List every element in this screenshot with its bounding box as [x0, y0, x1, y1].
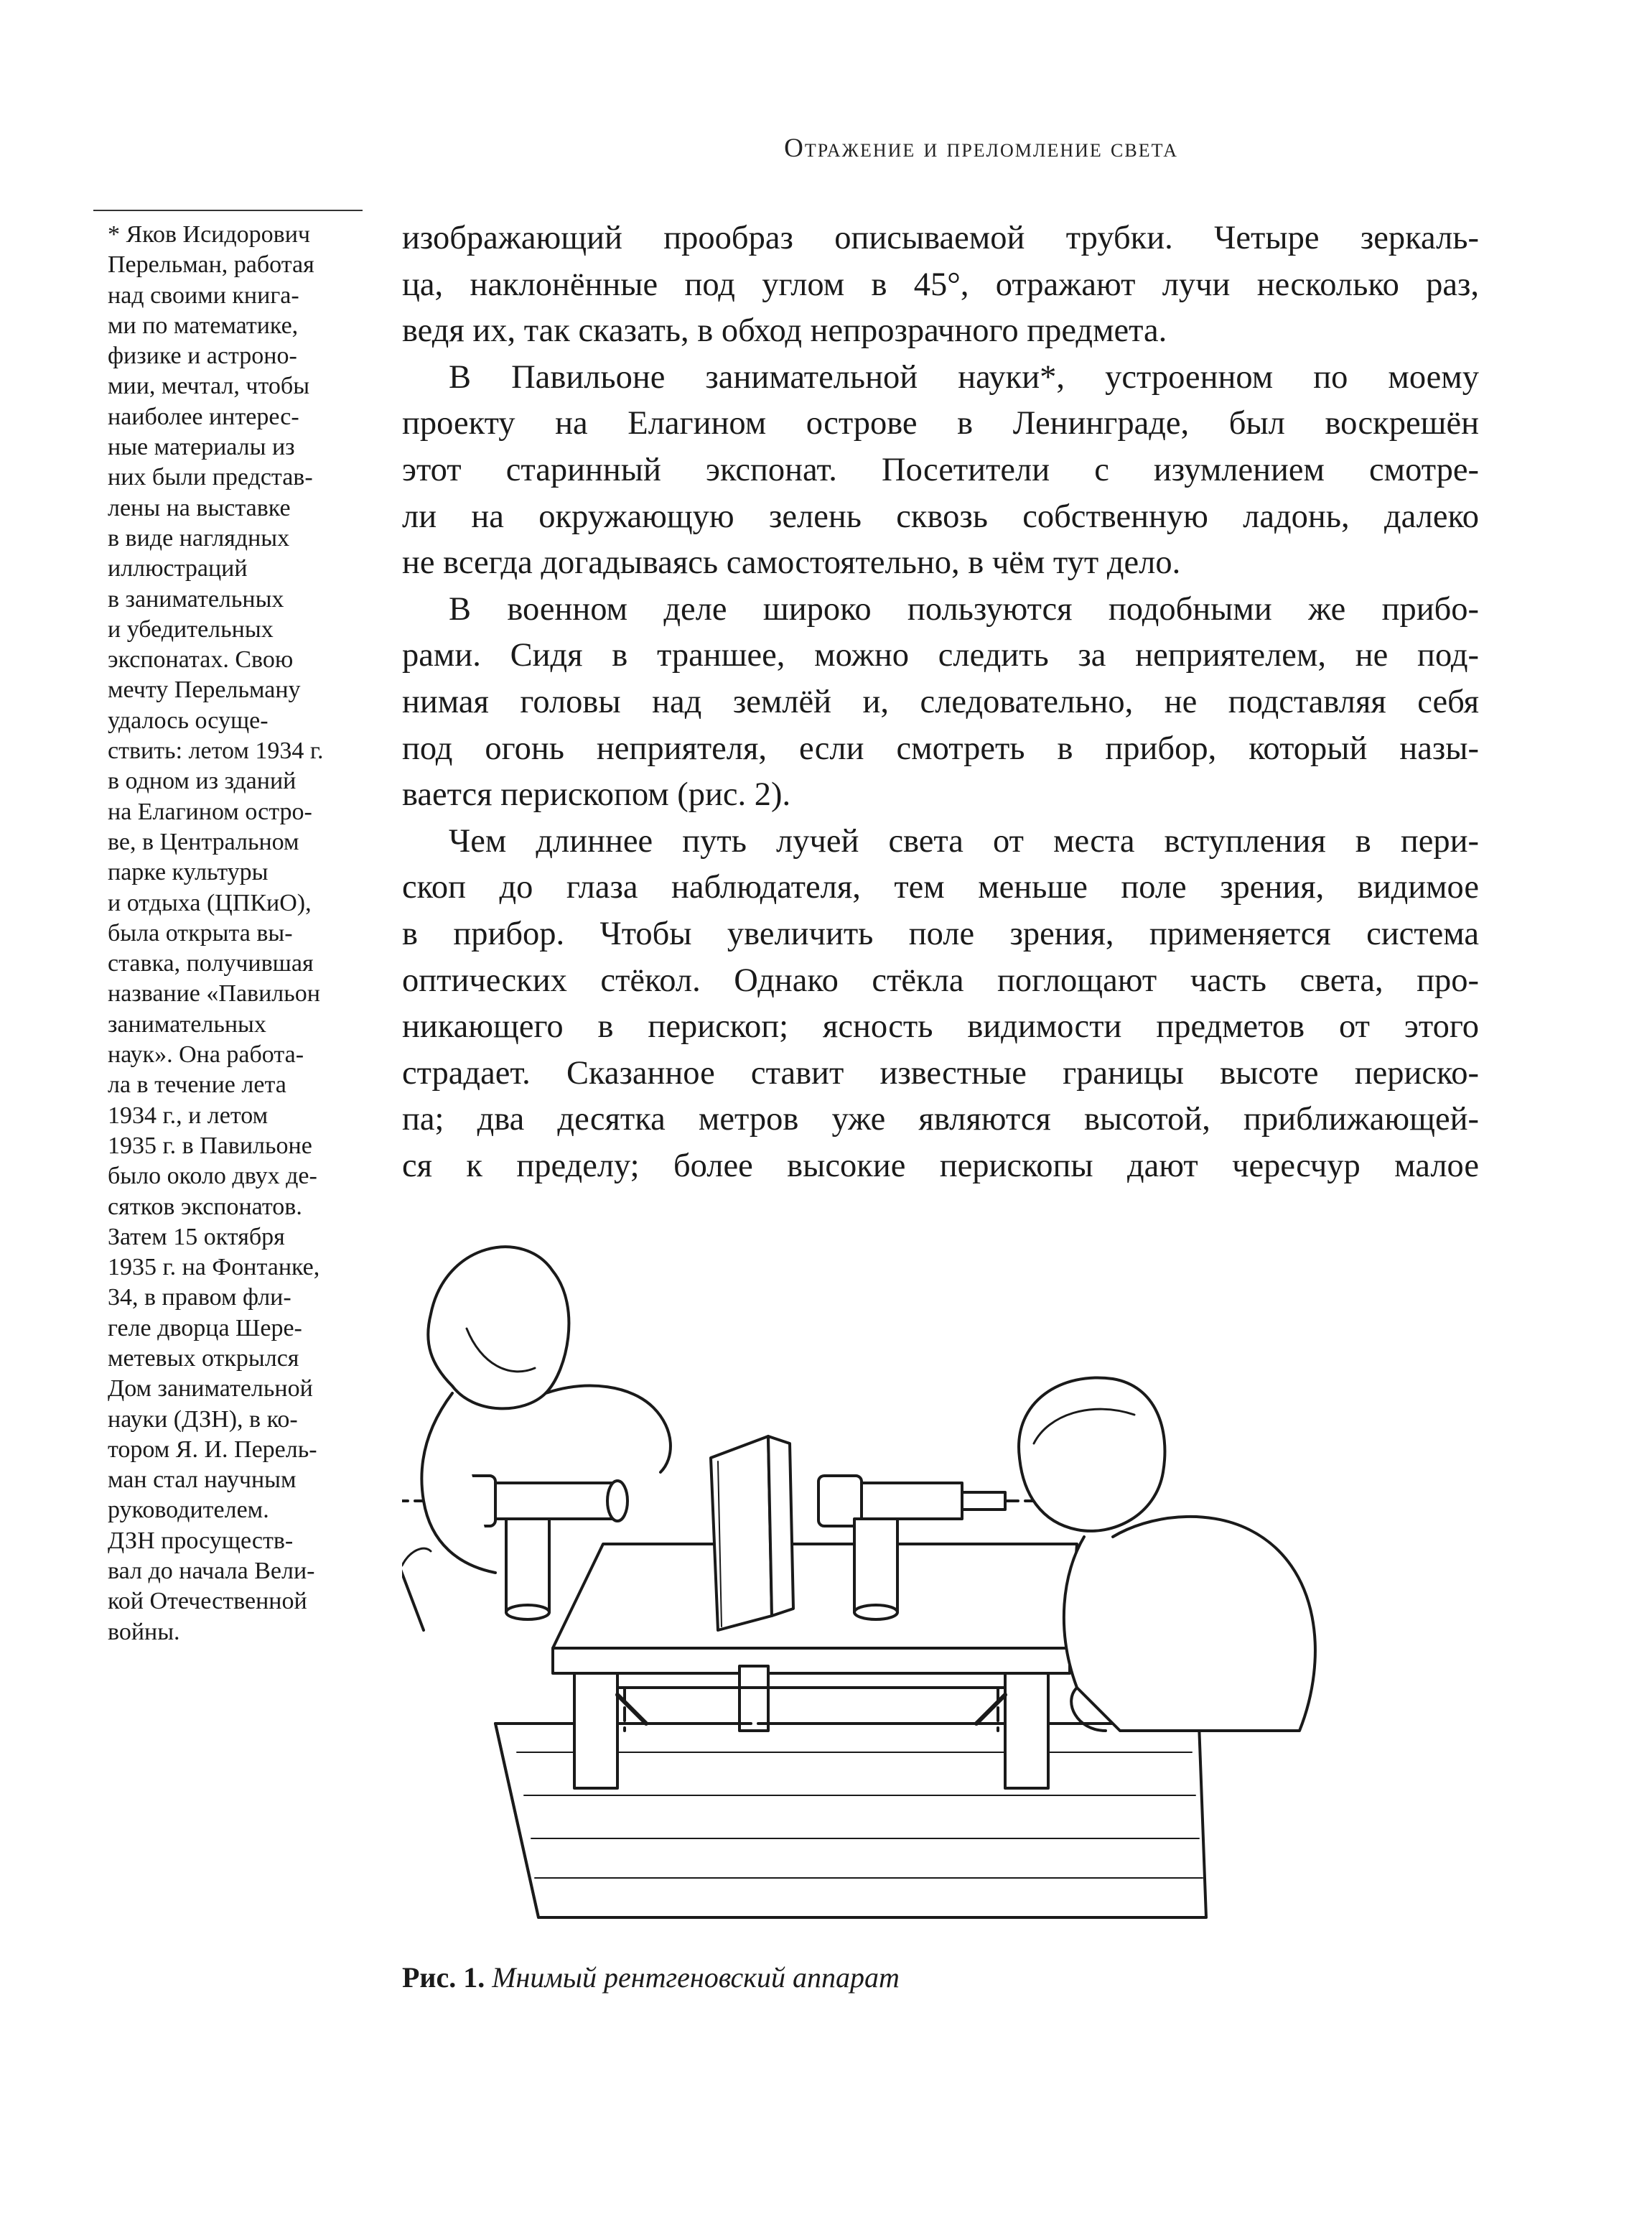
- sidenote-line: тором Я. И. Перель-: [108, 1436, 317, 1463]
- sidenote-line: физике и астроно-: [108, 343, 297, 370]
- periscope-illustration: [402, 1228, 1443, 1932]
- sidenote-line: иллюстраций: [108, 555, 248, 582]
- sidenote-line: название «Павильон: [108, 980, 320, 1008]
- sidenote-line: было около двух де-: [108, 1163, 317, 1190]
- main-text: [402, 215, 1479, 1189]
- text-line: ли на окружающую зелень сквозь собственную ладонь, далеко: [402, 498, 1479, 535]
- sidenote-line: них были представ-: [108, 464, 313, 491]
- sidenote-line: метевых открылся: [108, 1344, 299, 1372]
- flower-icon: [402, 1510, 431, 1630]
- text-line: рами. Сидя в траншее, можно следить за неприятелем, не под-: [402, 637, 1479, 674]
- sidenote-line: геле дворца Шере-: [108, 1314, 302, 1341]
- text-line: ведя их, так сказать, в обход непрозрачного предмета.: [402, 312, 1167, 350]
- sidenote-rule: [93, 210, 363, 211]
- sidenote-line: экспонатах. Свою: [108, 646, 294, 674]
- text-line: под огонь неприятеля, если смотреть в прибор, который назы-: [402, 730, 1479, 767]
- caption-label: Рис. 1.: [402, 1961, 485, 1994]
- caption-text: Мнимый рентгеновский аппарат: [492, 1961, 900, 1994]
- text-line: никающего в перископ; ясность видимости предметов от этого: [402, 1008, 1479, 1046]
- sidenote-line: и отдыха (ЦПКиО),: [108, 889, 312, 916]
- sidenote-line: ла в течение лета: [108, 1071, 286, 1099]
- sidenote-line: в виде наглядных: [108, 524, 290, 552]
- text-line: в прибор. Чтобы увеличить поле зрения, применяется система: [402, 915, 1479, 952]
- sidenote-line: в занимательных: [108, 585, 284, 613]
- text-line: страдает. Сказанное ставит известные границы высоте периско-: [402, 1054, 1479, 1092]
- text-line: скоп до глаза наблюдателя, тем меньше поле зрения, видимое: [402, 869, 1479, 906]
- sidenote-line: мии, мечтал, чтобы: [108, 373, 310, 400]
- sidenote-line: парке культуры: [108, 859, 269, 886]
- sidenote-line: лены на выставке: [108, 494, 291, 521]
- sidenote-line: удалось осуще-: [108, 707, 269, 734]
- sidenote-line: науки (ДЗН), в ко-: [108, 1405, 298, 1433]
- sidenote-line: мечту Перельману: [108, 676, 301, 704]
- figure-illustration: [402, 1228, 1443, 1932]
- sidenote-line: ми по математике,: [108, 312, 299, 339]
- sidenote-line: 1934 г., и летом: [108, 1102, 269, 1129]
- sidenote-line: Перельман, работая: [108, 251, 314, 279]
- sidenote-line: войны.: [108, 1618, 180, 1645]
- text-line: оптических стёкол. Однако стёкла поглощают часть света, про-: [402, 962, 1479, 999]
- sidenote: [108, 220, 377, 1647]
- sidenote-line: * Яков Исидорович: [108, 221, 311, 248]
- text-line: ца, наклонённые под углом в 45°, отражают лучи несколько раз,: [402, 266, 1479, 303]
- sidenote-line: вал до начала Вели-: [108, 1558, 315, 1585]
- sidenote-line: в одном из зданий: [108, 768, 297, 795]
- sidenote-line: кой Отечественной: [108, 1588, 307, 1615]
- sidenote-line: над своими книга-: [108, 282, 299, 309]
- sidenote-line: Дом занимательной: [108, 1375, 313, 1403]
- text-line: не всегда догадываясь самостоятельно, в чём тут дело.: [402, 544, 1181, 582]
- sidenote-line: ДЗН просуществ-: [108, 1527, 294, 1554]
- text-line: па; два десятка метров уже являются высотой, приближающей-: [402, 1101, 1479, 1138]
- sidenote-line: занимательных: [108, 1010, 266, 1038]
- sidenote-line: руководителем.: [108, 1497, 269, 1524]
- sidenote-line: и убедительных: [108, 615, 274, 643]
- sidenote-line: Затем 15 октября: [108, 1223, 285, 1250]
- text-line: Чем длиннее путь лучей света от места вступления в пери-: [449, 822, 1479, 860]
- text-line: ся к пределу; более высокие перископы дают чересчур малое: [402, 1147, 1479, 1184]
- text-line: В военном деле широко пользуются подобными же прибо-: [449, 590, 1479, 628]
- sidenote-line: наиболее интерес-: [108, 403, 299, 430]
- sidenote-line: ные материалы из: [108, 434, 295, 461]
- sidenote-line: 34, в правом фли-: [108, 1284, 291, 1311]
- sidenote-line: 1935 г. в Павильоне: [108, 1132, 312, 1159]
- text-line: вается перископом (рис. 2).: [402, 776, 791, 814]
- text-line: изображающий прообраз описываемой трубки. Четыре зеркаль-: [402, 220, 1479, 256]
- sidenote-line: наук». Она работа-: [108, 1041, 304, 1069]
- sidenote-line: сятков экспонатов.: [108, 1193, 302, 1220]
- text-line: этот старинный экспонат. Посетители с изумлением смотре-: [402, 451, 1479, 488]
- sidenote-line: ман стал научным: [108, 1466, 297, 1494]
- sidenote-line: 1935 г. на Фонтанке,: [108, 1254, 320, 1281]
- text-line: проекту на Елагином острове в Ленинграде, был воскрешён: [402, 405, 1479, 442]
- text-line: В Павильоне занимательной науки*, устроенном по моему: [449, 358, 1479, 396]
- sidenote-line: была открыта вы-: [108, 919, 293, 947]
- sidenote-line: ве, в Центральном: [108, 828, 299, 855]
- running-header: Отражение и преломление света: [784, 134, 1178, 163]
- book-obstacle: [711, 1436, 793, 1630]
- sidenote-line: ставка, получившая: [108, 950, 314, 977]
- sidenote-line: ствить: летом 1934 г.: [108, 738, 324, 765]
- figure-caption: [402, 1961, 900, 1994]
- text-line: нимая головы над землёй и, следовательно, не подставляя себя: [402, 683, 1479, 720]
- sidenote-line: на Елагином остро-: [108, 798, 312, 825]
